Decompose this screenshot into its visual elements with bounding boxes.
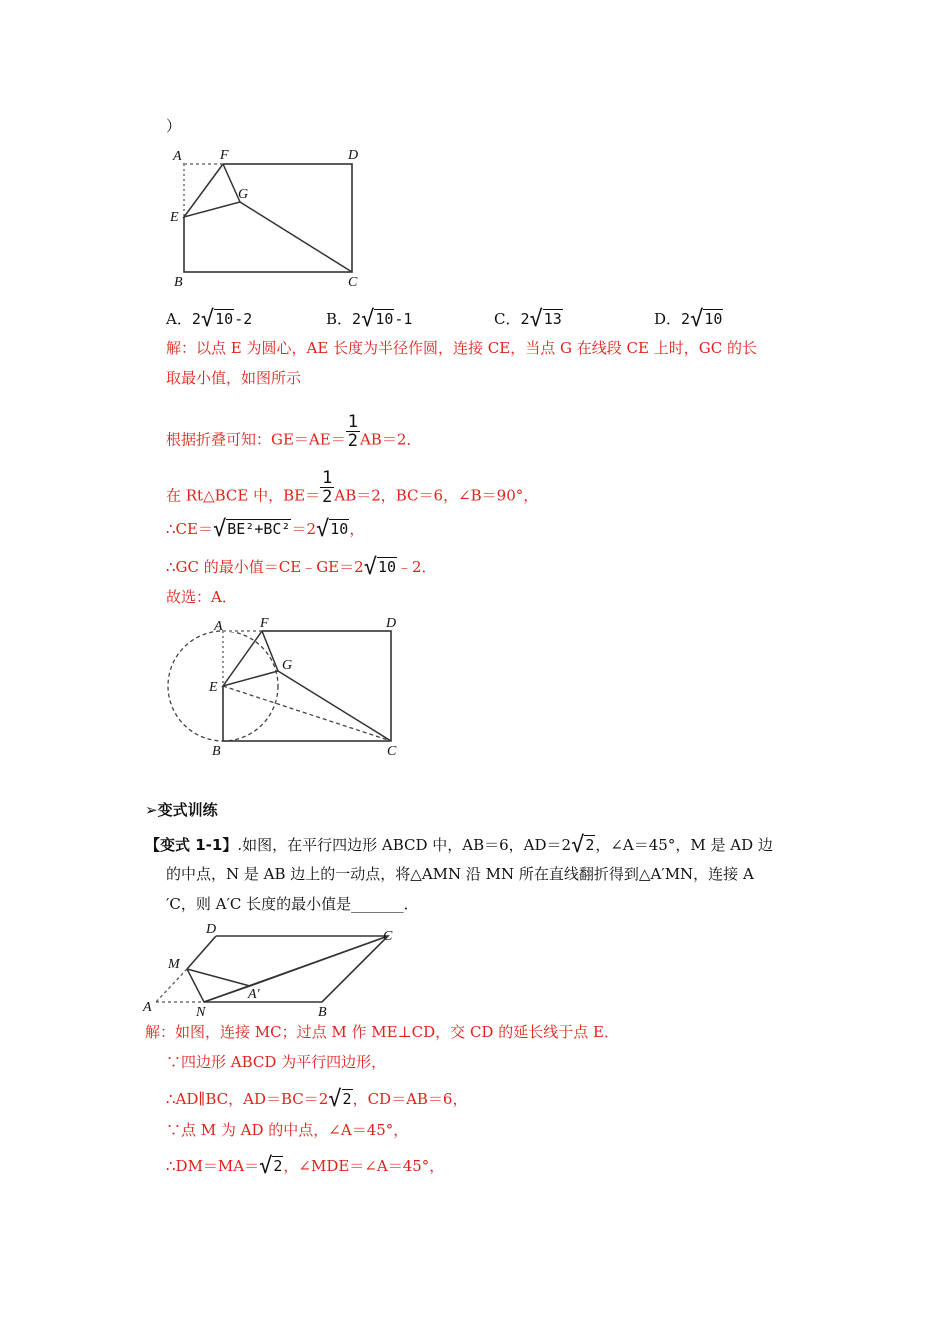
fig2-label-a: A — [214, 619, 223, 634]
solution2-line-3: ∴AD∥BC，AD＝BC＝2√2，CD＝AB＝6， — [166, 1087, 468, 1112]
fig1-label-e: E — [170, 210, 179, 225]
fig2-label-d: D — [386, 616, 397, 631]
variant-heading: ➢变式训练 — [145, 801, 218, 819]
fig3-label-d: D — [206, 922, 217, 937]
solution2-line-1: 解：如图，连接 MC；过点 M 作 ME⊥CD，交 CD 的延长线于点 E． — [145, 1023, 619, 1041]
solution-line-4: 在 Rt△BCE 中，BE＝ $\frac{1}{2}$ AB＝2，BC＝6，∠B＝90°， — [166, 468, 539, 507]
fig2-label-c: C — [387, 744, 397, 759]
solution-line-1: 解：以点 E 为圆心，AE 长度为半径作圆，连接 CE，当点 G 在线段 CE 上时，GC 的长 — [166, 339, 757, 357]
solution-answer: 故选：A． — [166, 588, 237, 606]
fig3-label-n: N — [196, 1005, 206, 1020]
solution2-line-2: ∵四边形 ABCD 为平行四边形， — [166, 1053, 387, 1071]
fig1-label-b: B — [174, 275, 183, 290]
solution2-line-4: ∵点 M 为 AD 的中点，∠A＝45°， — [166, 1121, 409, 1139]
variant-question-line-3: ′C，则 A′C 长度的最小值是_______． — [166, 895, 419, 913]
fig3-label-a-prime: A′ — [248, 987, 260, 1002]
figure-rectangle-fold — [160, 140, 370, 295]
option-a: A．2√10-2 — [166, 307, 253, 332]
question-fragment: ） — [166, 117, 182, 135]
figure-rectangle-circle — [160, 612, 410, 762]
fig1-label-f: F — [220, 148, 229, 163]
option-b: B．2√10-1 — [326, 307, 413, 332]
fig3-label-c: C — [383, 929, 393, 944]
solution-line-5: ∴CE＝√BE²+BC²＝2√10， — [166, 517, 365, 542]
figure-parallelogram — [138, 918, 408, 1022]
fig1-label-a: A — [173, 149, 182, 164]
fig1-label-g: G — [238, 187, 249, 202]
fig2-label-b: B — [212, 744, 221, 759]
variant-question-line-2: 的中点，N 是 AB 边上的一动点，将△AMN 沿 MN 所在直线翻折得到△A′MN，连接 A — [166, 865, 754, 883]
fig2-label-f: F — [260, 616, 269, 631]
option-c: C．2√13 — [494, 307, 562, 332]
solution-line-6: ∴GC 的最小值＝CE﹣GE＝2√10﹣2． — [166, 555, 437, 580]
fig3-label-b: B — [318, 1005, 327, 1020]
fig1-label-d: D — [348, 148, 359, 163]
option-d: D．2√10 — [654, 307, 723, 332]
fig2-label-e: E — [209, 680, 218, 695]
solution-line-2: 取最小值，如图所示 — [166, 369, 302, 387]
solution-line-3: 根据折叠可知：GE＝AE＝ $\frac{1}{2}$ AB＝2． — [166, 412, 422, 451]
variant-question-line-1: 【变式 1-1】.如图，在平行四边形 ABCD 中，AB＝6，AD＝2√2，∠A＝45°，M 是 AD 边 — [145, 833, 773, 858]
fig1-label-c: C — [348, 275, 358, 290]
fig2-label-g: G — [282, 658, 293, 673]
fig3-label-a: A — [143, 1000, 152, 1015]
solution2-line-5: ∴DM＝MA＝√2，∠MDE＝∠A＝45°， — [166, 1154, 445, 1179]
fig3-label-m: M — [168, 957, 180, 972]
